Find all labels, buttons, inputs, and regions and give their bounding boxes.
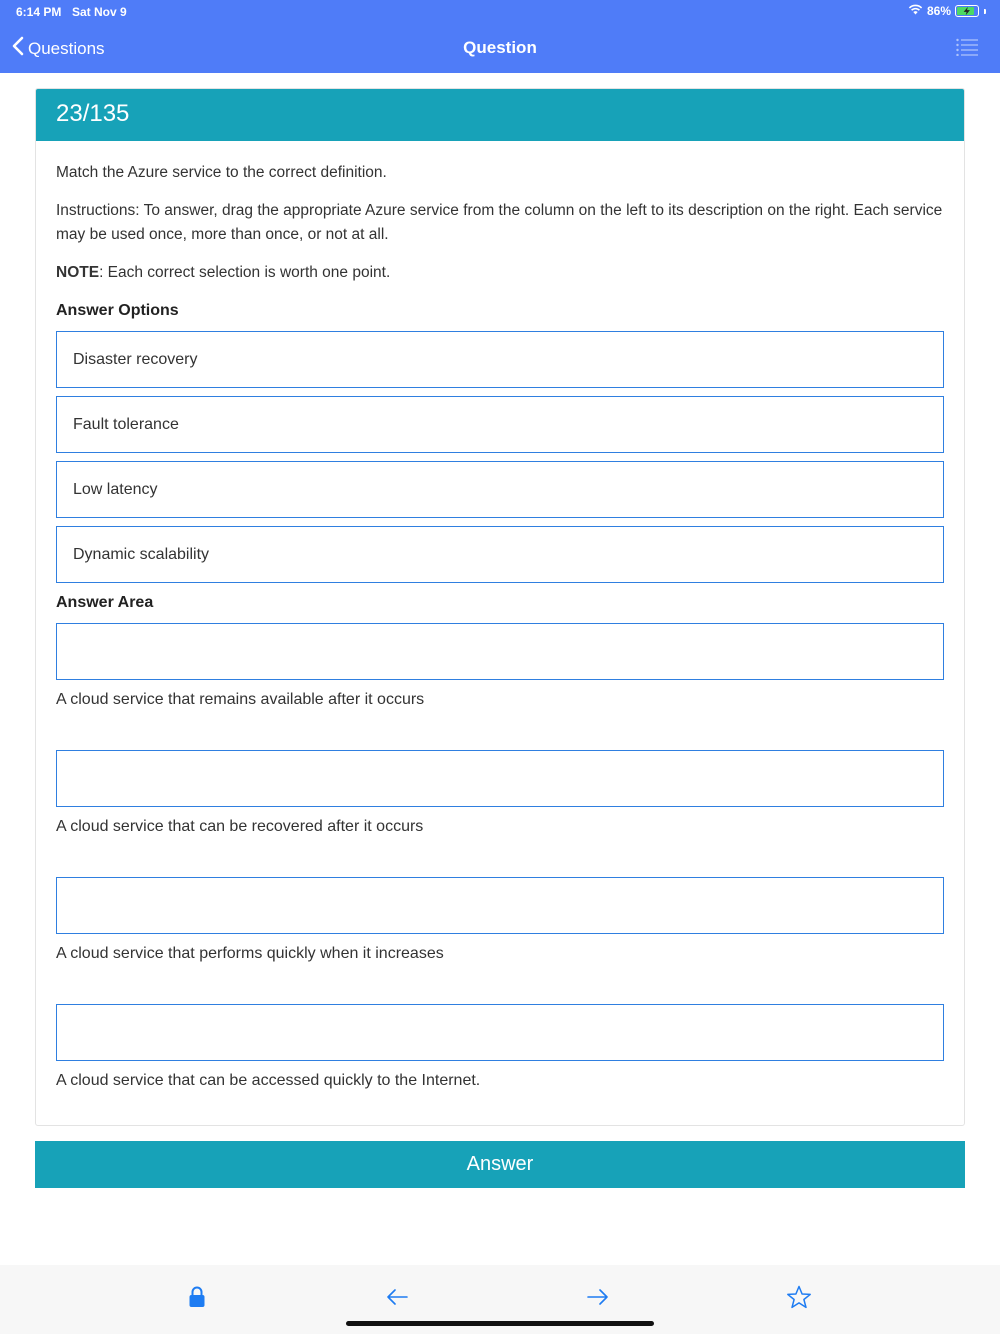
answer-button[interactable]: Answer <box>35 1141 965 1188</box>
list-icon[interactable] <box>956 38 978 61</box>
status-indicators <box>908 4 986 18</box>
charging-bolt-icon <box>956 6 978 16</box>
drop-zone-description: A cloud service that can be accessed quickly to the Internet. <box>56 1072 481 1089</box>
answer-drop-zone[interactable] <box>56 877 944 934</box>
answer-option[interactable]: Disaster recovery <box>56 331 944 388</box>
answer-options-heading: Answer Options <box>56 302 179 319</box>
battery-icon <box>955 5 979 17</box>
question-instructions: Instructions: To answer, drag the appropriate Azure service from the column on the left to its description on the right. Each service may be used once, more than once, or not at all. <box>56 202 943 243</box>
home-indicator <box>346 1321 654 1326</box>
question-counter: 23/135 <box>36 89 964 141</box>
answer-area-heading: Answer Area <box>56 594 154 611</box>
arrow-right-icon[interactable] <box>578 1277 618 1317</box>
star-icon[interactable] <box>779 1277 819 1317</box>
note-label: NOTE <box>56 264 100 281</box>
page-title: Question <box>463 38 537 57</box>
question-card <box>35 88 965 1126</box>
status-date: Sat Nov 9 <box>72 5 127 19</box>
drop-zone-description: A cloud service that performs quickly when it increases <box>56 945 444 962</box>
answer-drop-zone[interactable] <box>56 750 944 807</box>
answer-option[interactable]: Dynamic scalability <box>56 526 944 583</box>
answer-drop-zone[interactable] <box>56 623 944 680</box>
wifi-icon <box>908 4 923 18</box>
question-note <box>56 261 944 285</box>
answer-drop-zone[interactable] <box>56 1004 944 1061</box>
note-text: : Each correct selection is worth one point. <box>99 264 391 281</box>
status-bar <box>0 0 1000 24</box>
answer-option[interactable]: Low latency <box>56 461 944 518</box>
drop-zone-description: A cloud service that can be recovered after it occurs <box>56 818 424 835</box>
navigation-bar <box>0 24 1000 73</box>
battery-percent: 86% <box>926 4 951 18</box>
lock-icon[interactable] <box>177 1277 217 1317</box>
back-button-label: Questions <box>28 38 105 58</box>
answer-option[interactable]: Fault tolerance <box>56 396 944 453</box>
battery-tip <box>984 9 986 14</box>
arrow-left-icon[interactable] <box>377 1277 417 1317</box>
question-prompt: Match the Azure service to the correct definition. <box>56 164 387 181</box>
status-time: 6:14 PM <box>16 5 62 19</box>
drop-zone-description: A cloud service that remains available after it occurs <box>56 691 425 708</box>
question-body <box>36 141 964 1093</box>
